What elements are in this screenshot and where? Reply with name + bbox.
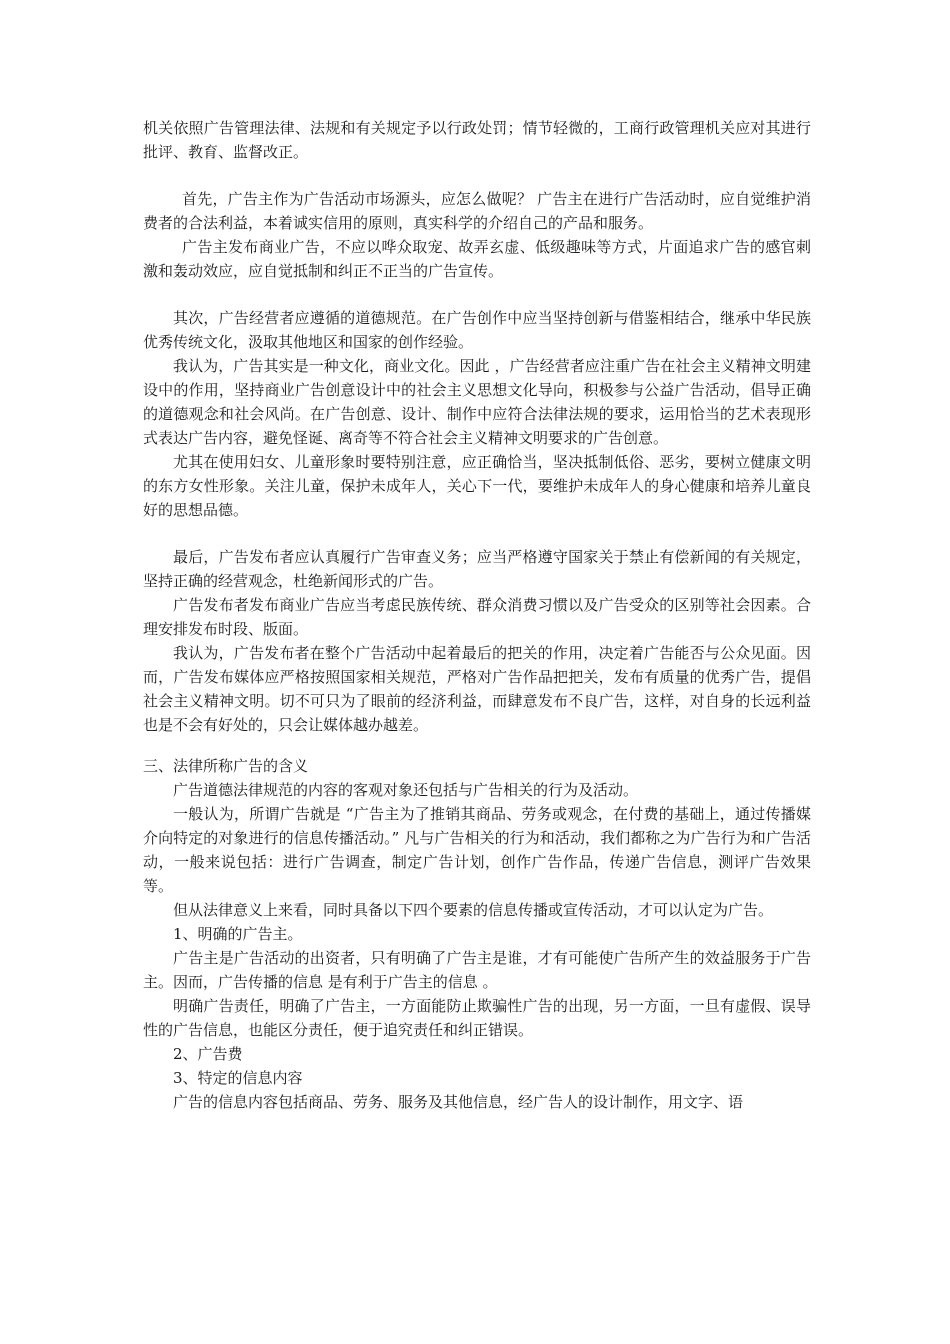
paragraph-advertiser-funder: 广告主是广告活动的出资者，只有明确了广告主是谁，才有可能使广告所产生的效益服务于广告主。因而，广告传播的信息 是有利于广告主的信息 。 xyxy=(143,949,811,991)
paragraph-advertiser-commercial: 广告主发布商业广告，不应以哗众取宠、故弄玄虚、低级趣味等方式，片面追求广告的感官刺激和轰动效应，应自觉抵制和纠正不正当的广告宣传。 xyxy=(143,238,811,280)
paragraph-scope: 广告道德法律规范的内容的客观对象还包括与广告相关的行为及活动。 xyxy=(173,781,639,799)
paragraph-operator-culture: 我认为，广告其实是一种文化，商业文化。因此 ，广告经营者应注重广告在社会主义精神文明建设中的作用，坚持商业广告创意设计中的社会主义思想文化导向，积极参与公益广告活动，倡导正确的道德观念和社会风尚。在广告创意、设计、制作中应符合法律法规的要求，运用恰当的艺术表现形式表达广告内容，避免怪诞、离奇等不符合社会主义精神文明要求的广告创意。 xyxy=(143,357,811,447)
paragraph-publisher-review: 最后，广告发布者应认真履行广告审查义务；应当严格遵守国家关于禁止有偿新闻的有关规定，坚持正确的经营观念，杜绝新闻形式的广告。 xyxy=(143,548,811,590)
paragraph-publisher-gatekeeper: 我认为，广告发布者在整个广告活动中起着最后的把关的作用，决定着广告能否与公众见面。因而，广告发布媒体应严格按照国家相关规范，严格对广告作品把把关，发布有质量的优秀广告，提倡社会主义精神文明。切不可只为了眼前的经济利益，而肆意发布不良广告，这样，对自身的长远利益也是不会有好处的，只会让媒体越办越差。 xyxy=(143,644,811,734)
paragraph-responsibility: 明确广告责任，明确了广告主，一方面能防止欺骗性广告的出现，另一方面，一旦有虚假、误导性的广告信息，也能区分责任，便于追究责任和纠正错误。 xyxy=(143,997,811,1039)
paragraph-penalty: 机关依照广告管理法律、法规和有关规定予以行政处罚；情节轻微的，工商行政管理机关应对其进行批评、教育、监督改正。 xyxy=(143,119,811,161)
document-body xyxy=(143,116,811,1114)
list-item-content: 3、特定的信息内容 xyxy=(173,1069,303,1087)
section-heading: 三、法律所称广告的含义 xyxy=(143,757,309,775)
paragraph-publisher-factors: 广告发布者发布商业广告应当考虑民族传统、群众消费习惯以及广告受众的区别等社会因素。合理安排发布时段、版面。 xyxy=(143,596,811,638)
paragraph-definition: 一般认为，所谓广告就是 “广告主为了推销其商品、劳务或观念，在付费的基础上，通过传播媒介向特定的对象进行的信息传播活动。” 凡与广告相关的行为和活动，我们都称之为广告行为和广告活动，一般来说包括：进行广告调查，制定广告计划，创作广告作品，传递广告信息，测评广告效果等。 xyxy=(143,805,811,895)
paragraph-advertiser-first: 首先，广告主作为广告活动市场源头，应怎么做呢？ 广告主在进行广告活动时，应自觉维护消费者的合法利益，本着诚实信用的原则，真实科学的介绍自己的产品和服务。 xyxy=(143,190,811,232)
paragraph-operator-norms: 其次，广告经营者应遵循的道德规范。在广告创作中应当坚持创新与借鉴相结合，继承中华民族优秀传统文化，汲取其他地区和国家的创作经验。 xyxy=(143,309,811,351)
paragraph-legal-meaning: 但从法律意义上来看，同时具备以下四个要素的信息传播或宣传活动，才可以认定为广告。 xyxy=(173,901,774,919)
paragraph-women-children: 尤其在使用妇女、儿童形象时要特别注意，应正确恰当，坚决抵制低俗、恶劣，要树立健康文明的东方女性形象。关注儿童，保护未成年人，关心下一代，要维护未成年人的身心健康和培养儿童良好的思想品德。 xyxy=(143,453,811,519)
list-item-fee: 2、广告费 xyxy=(173,1045,243,1063)
list-item-advertiser: 1、明确的广告主。 xyxy=(173,925,303,943)
paragraph-info-content: 广告的信息内容包括商品、劳务、服务及其他信息，经广告人的设计制作，用文字、语 xyxy=(173,1093,744,1111)
